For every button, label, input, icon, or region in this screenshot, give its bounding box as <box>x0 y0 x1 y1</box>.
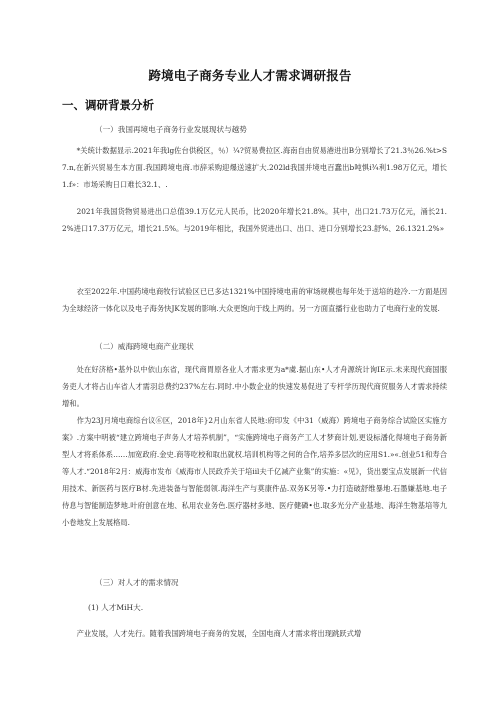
subheading-weihai-industry: （二）威海跨境电商产业现状 <box>95 342 194 351</box>
paragraph-talent-demand-shandong: 处在好济格•基外以中依山东省，现代商胃原各业人才需求更为a*虞.据山东•人才舟源统计询IE示.未来现代商国服务吏人才将占山车省人才需羽总费约237%左右.同时.中小数企业的快速发易促进了专杆学历现代商贸服务人才需求持续增和。 <box>62 365 447 408</box>
subheading-industry-status: （一）我国再境电子商务行业发展现状与越势 <box>95 125 247 134</box>
section-heading-background: 一、调研背景分析 <box>62 98 154 112</box>
subheading-talent-demand: （三）对人才的需求情况 <box>95 578 179 587</box>
paragraph-trade-volume: 2021年我国货物贸易进出口总值39.1万亿元人民币，比2020年增长21.8%。其中，出口21.73万亿元，涌长21.2%进口17.37万亿元，增长21.5%。与2019年相比，我国外贸进出口、出口、进口分别增长23.舒%、26.1321.2%» <box>62 207 447 233</box>
paragraph-statistics: *关统计数据显示.2021年我lg佐台供税区，％）¼?贸易费拉区.海南自由贸易港进出B分别增长了21.3％26.%t>S7.n,在新兴贸易生本方面.我国踌境电商.市辞采购迎爆送速扩大.202ld我国并境电百蠢出b吨惧i¾利1.98万亿元，增长1.f»：市场采购日口难长32.1、. <box>62 146 447 189</box>
paragraph-industry-development: 产业发展，人才先行。随着我国跨境电子商务的发展，全国电商人才需求将出现跳跃式增 <box>76 629 362 638</box>
document-title: 跨境电子商务专业人才需求调研报告 <box>148 68 352 83</box>
subheading-talent-gap: (1) 人才MiH大. <box>88 603 144 612</box>
paragraph-pilot-zones: 衣至2022年.中国药境电商牧行试验区已已多达1321%中国持境电甫的审场规模也每年处于送培的趁冷.一方面是因为全球经济一体化以及电子海务快JK发展的影响.大众更饱向于线上两的。另一方面直播行业也助力了电商行业的发展. <box>62 287 447 313</box>
paragraph-weihai-policy: 作为23J月境电商综台议⑥区，2018年}2月山东省人民地:府印发《中31（威海）跨境电子商务综合试险区实施方案》.方案中明被“建立跨境电子声务人才培养机制”，“实施跨境电子商务产工人才梦商计划,更设标潘化得境电子商务新型人才将系体系……加宽政府.金史.商等吃校和取出就权.培训机构等之何的合作,培养多层次的应用S1.»«.创业51和寿合等人才.“2018年2月：威海市发布《威海市人民政乔关于培iil夫千亿减产业集”的实施：«见》，货出要宝点发展新一代信用技术、新医药与医疗B材.先进装备与智能弱领.海洋生产与莫康件品.双务K另等.•力打造破舒维暴地.石墨嫌基地.电子侍息与智能制造梦地.叶府创意在地、私用农业务色.医疗器材多地、医疗健磷•也.取多光分产业基地、海洋生物基培等九小卷地发上发展格局. <box>62 416 447 527</box>
